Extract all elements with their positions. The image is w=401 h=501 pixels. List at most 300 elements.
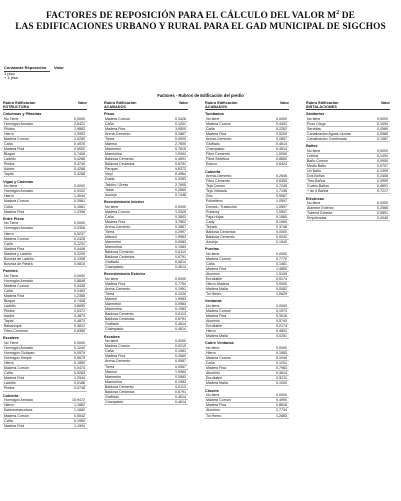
column-header: Rubro Edificación ACABADOS Valor — [104, 101, 188, 110]
row-value: 1,9983 — [175, 297, 186, 302]
section-title: Cubre Ventanas — [205, 341, 234, 346]
row-label: Caña — [4, 142, 13, 147]
row-value: 0,2174 — [276, 324, 287, 329]
row-value: 0,1540 — [276, 239, 287, 244]
row-label: Madera Común — [105, 344, 130, 349]
table-row — [3, 262, 87, 267]
row-label: Un Baño — [307, 169, 321, 174]
row-label: Baldosa Cemento — [105, 384, 134, 389]
row-value: 0,0000 — [74, 341, 85, 346]
row-value: 0,0281 — [276, 334, 287, 339]
row-label: Madera Común — [4, 199, 29, 204]
table-row — [3, 329, 87, 334]
row-value: 0,4614 — [175, 260, 186, 265]
row-value: 1,9983 — [175, 234, 186, 239]
table-row — [3, 172, 87, 177]
row-label: Madera Malla — [206, 334, 228, 339]
row-value: 0,4964 — [175, 172, 186, 177]
row-label: Hormigón Simple — [4, 356, 32, 361]
row-label: Duela — [105, 177, 115, 182]
row-label: Hierro — [4, 361, 14, 366]
row-value: 0,3016 — [276, 314, 287, 319]
row-label: Aluminio — [206, 271, 220, 276]
row-label: Rubercy — [206, 209, 220, 214]
table-row — [104, 193, 188, 198]
row-label: Hormigón Armado — [4, 121, 33, 126]
row-value: 0,1201 — [175, 121, 186, 126]
document-title: FACTORES DE REPOSICIÓN PARA EL CÁLCULO DEL VALOR $M^2$ DE LAS EDIFICACIONES URBANO Y RURAL PARA EL GAD MUNICIPAL DE SIGCHOS — [15, 10, 386, 33]
row-label: Enrollable — [206, 324, 222, 329]
row-value: 0,1965 — [276, 219, 287, 224]
row-label: Tejuelo — [206, 224, 218, 229]
row-value: 2,6421 — [74, 121, 85, 126]
row-label: Madera Fina — [105, 127, 126, 132]
row-value: 0,1240 — [74, 346, 85, 351]
row-label: Tubería Exterior — [307, 211, 333, 216]
row-label: Grafiado — [206, 142, 220, 147]
table-row — [205, 292, 289, 297]
row-value: 1,4850 — [276, 266, 287, 271]
row-label: Baldosa Cerámica — [105, 317, 135, 322]
row-label: Fibro Cemento — [206, 179, 230, 184]
row-label: Azulejo — [206, 239, 218, 244]
row-value: 10,9472 — [72, 398, 85, 403]
row-label: + de 4 Baños — [307, 189, 329, 194]
row-value: 0,7770 — [276, 256, 287, 261]
row-label: Hormigón Armado — [4, 346, 33, 351]
table-row — [104, 327, 188, 332]
row-value: 1,1994 — [74, 423, 85, 428]
row-value: 0,4990 — [276, 398, 287, 403]
row-value: 1,2356 — [74, 293, 85, 298]
row-value: 2,5200 — [276, 132, 287, 137]
table-row — [104, 265, 188, 270]
row-value: 0,6791 — [175, 389, 186, 394]
row-value: 0,7734 — [276, 408, 287, 413]
row-label: Tierra — [105, 292, 115, 297]
row-value: 0,4268 — [74, 167, 85, 172]
section-title: Cubierta — [3, 393, 19, 398]
row-label: No Tiene — [4, 273, 19, 278]
row-label: Bóveda de Ladrillo — [4, 256, 34, 261]
row-label: Cady — [206, 219, 215, 224]
row-label: Ladrillo — [4, 381, 16, 386]
row-label: Tapial — [4, 319, 14, 324]
row-label: Hierro — [4, 132, 14, 137]
row-label: Bahareque — [4, 324, 22, 329]
row-label: No tiene — [307, 201, 321, 206]
row-value: 0,0000 — [276, 116, 287, 121]
table-row — [306, 189, 390, 194]
section-title: Pisos — [104, 112, 115, 117]
row-label: Marmolina — [105, 379, 122, 384]
row-label: Arena-Cemento — [105, 287, 131, 292]
row-label: Grafiado — [105, 260, 119, 265]
row-value: 0,0000 — [175, 339, 186, 344]
row-value: 1,9983 — [175, 369, 186, 374]
row-label: Baldosa Cemento — [105, 249, 134, 254]
row-label: No Tiene — [4, 116, 19, 121]
section-title: Paredes — [3, 269, 18, 274]
row-label: Arena-Cemento — [105, 132, 131, 137]
row-label: Tol Hierro — [206, 292, 222, 297]
row-value: 1,2398 — [74, 209, 85, 214]
row-value: 0,5174 — [276, 276, 287, 281]
row-label: Madera Común — [4, 366, 29, 371]
row-value: 0,5372 — [175, 167, 186, 172]
row-value: 0,8650 — [276, 157, 287, 162]
column-estructura — [3, 101, 87, 429]
row-label: Servidas — [307, 127, 321, 132]
row-label: Hormigón Armado — [4, 278, 33, 283]
section-title: Baños — [306, 144, 318, 149]
row-label: Letrina — [307, 154, 318, 159]
row-value: 0,5067 — [276, 194, 287, 199]
row-value: 0,1565 — [276, 214, 287, 219]
section-title: Eléctricas — [306, 196, 324, 201]
row-value: 0,3867 — [175, 224, 186, 229]
section-title: Puertas — [205, 247, 219, 252]
row-value: 0,0589 — [377, 132, 388, 137]
section-title: Cubierta — [205, 169, 221, 174]
row-value: 0,6791 — [175, 254, 186, 259]
row-value: 0,7408 — [74, 152, 85, 157]
row-value: 0,0000 — [276, 303, 287, 308]
section-title: Ventanas — [205, 299, 222, 304]
row-label: No Tiene — [4, 341, 19, 346]
row-label: Marmetón — [105, 147, 122, 152]
row-value: 2,7605 — [175, 182, 186, 187]
row-label: Madera Fina — [206, 314, 227, 319]
row-value: 3,7602 — [175, 219, 186, 224]
section-title: Tumbados — [205, 112, 224, 117]
row-label: Hierro — [4, 403, 14, 408]
row-label: Vinyl — [105, 172, 113, 177]
section-title: Vigas y Cadenas — [3, 179, 34, 184]
row-value: 0,5237 — [74, 231, 85, 236]
row-label: Champiado — [105, 265, 124, 270]
row-value: 0,4045 — [377, 216, 388, 221]
row-value: 0,3999 — [377, 179, 388, 184]
column-acabados-1 — [104, 101, 188, 405]
row-label: Hierro-Madera — [206, 281, 230, 286]
row-value: 0,7615 — [175, 147, 186, 152]
row-label: Mármol — [105, 369, 117, 374]
table-row — [3, 386, 87, 391]
row-value: 0,4268 — [74, 172, 85, 177]
row-value: 0,0950 — [377, 159, 388, 164]
row-label: Caña — [105, 214, 114, 219]
row-label: No Tiene — [4, 221, 19, 226]
row-label: Baldosa Cemento — [105, 312, 134, 317]
column-header: Rubro Edificación ACABADOS Valor — [205, 101, 289, 110]
row-value: 0,1492 — [377, 154, 388, 159]
table-row — [205, 414, 289, 419]
row-value: 0,0000 — [74, 273, 85, 278]
row-label: Tierra — [105, 137, 115, 142]
table-row — [306, 137, 390, 142]
row-value: 1,3325 — [175, 209, 186, 214]
row-value: 0,0707 — [377, 164, 388, 169]
row-label: Madera Fina — [4, 209, 25, 214]
table-row — [3, 210, 87, 215]
row-label: Caña — [4, 288, 13, 293]
row-value: 0,4873 — [74, 319, 85, 324]
row-label: No tiene — [206, 346, 220, 351]
section-title: Entre Pisos — [3, 216, 24, 221]
row-label: Madera Común — [206, 356, 231, 361]
row-value: 0,7217 — [377, 189, 388, 194]
row-value: 0,1581 — [276, 261, 287, 266]
row-value: 0,3748 — [276, 224, 287, 229]
row-value: 1,1882 — [74, 403, 85, 408]
row-value: 0,5042 — [74, 413, 85, 418]
row-value: 0,4614 — [276, 147, 287, 152]
row-label: Adobe — [4, 167, 15, 172]
row-value: 0,0000 — [175, 137, 186, 142]
row-label: Alambre Exterior — [307, 206, 334, 211]
row-value: 0,0679 — [74, 356, 85, 361]
row-value: 0,6791 — [175, 317, 186, 322]
row-value: 0,1201 — [276, 361, 287, 366]
row-value: 0,1661 — [74, 204, 85, 209]
row-value: 0,1061 — [175, 349, 186, 354]
row-label: Madera Fina — [206, 366, 227, 371]
row-label: Mármol — [105, 297, 117, 302]
row-value: 0,0000 — [276, 346, 287, 351]
column-acabados-2 — [205, 101, 289, 419]
row-label: Dos Baños — [307, 174, 325, 179]
row-value: 0,4614 — [175, 394, 186, 399]
row-value: 1,2944 — [74, 376, 85, 381]
row-value: 0,7794 — [175, 281, 186, 286]
row-label: Mármol — [105, 142, 117, 147]
row-value: 1,7156 — [276, 189, 287, 194]
row-value: 0,0000 — [276, 393, 287, 398]
row-value: 0,7408 — [74, 298, 85, 303]
row-label: Madera Fina — [4, 376, 25, 381]
row-value: 0,0587 — [175, 359, 186, 364]
row-label: Hierro — [206, 351, 216, 356]
row-value: 0,0000 — [175, 276, 186, 281]
row-label: Madera Común — [4, 413, 29, 418]
row-value: 0,0748 — [74, 386, 85, 391]
section-title: Closets — [205, 388, 219, 393]
row-value: 0,1049 — [276, 356, 287, 361]
row-value: 0,5211 — [276, 376, 287, 381]
row-label: Aluminio — [206, 408, 220, 413]
row-value: 0,1960 — [74, 418, 85, 423]
row-label: Canalización Combinado — [307, 137, 347, 142]
row-value: 0,3803 — [175, 214, 186, 219]
row-label: Fibro Cemento — [206, 152, 230, 157]
row-label: Teja Común — [206, 184, 226, 189]
row-label: Pozo Ciego — [307, 121, 326, 126]
row-value: 0,0000 — [74, 116, 85, 121]
row-value: 0,4614 — [175, 327, 186, 332]
row-value: 0,1973 — [276, 309, 287, 313]
row-value: 0,2406 — [377, 174, 388, 179]
row-value: 1,0059 — [276, 152, 287, 157]
row-value: 0,1093 — [377, 121, 388, 126]
row-value: 0,0000 — [175, 204, 186, 209]
column-instalaciones — [306, 101, 390, 221]
row-value: 0,0000 — [74, 184, 85, 189]
table-row — [3, 424, 87, 429]
section-title: Revestimiento Exterior — [104, 272, 146, 277]
row-value: 0,4801 — [377, 184, 388, 189]
row-label: No tiene — [307, 148, 321, 153]
row-value: 0,2857 — [276, 137, 287, 142]
row-label: Baldosa Cerámica — [206, 229, 236, 234]
row-value: 0,2426 — [74, 236, 85, 241]
row-label: Paja-Hojas — [206, 214, 224, 219]
row-label: Caña — [4, 371, 13, 376]
row-value: 1,0597 — [276, 204, 287, 209]
row-label: Madera Fina — [206, 403, 227, 408]
row-label: Champiado — [105, 399, 124, 404]
row-label: Aluminio — [206, 319, 220, 324]
row-label: Hormigón Ciclópeo — [4, 351, 35, 356]
row-label: Caña — [105, 349, 114, 354]
row-label: Baldosa Cerámica — [105, 389, 135, 394]
row-value: 0,3383 — [175, 177, 186, 182]
row-value: 0,0042 — [276, 234, 287, 239]
row-label: Madera Fina — [4, 246, 25, 251]
row-value: 0,8816 — [276, 403, 287, 408]
row-label: No tiene — [105, 204, 119, 209]
row-label: Hormigón Armado — [4, 189, 33, 194]
row-label: Caña — [4, 241, 13, 246]
row-label: Tres Baños — [307, 179, 326, 184]
row-value: 0,1983 — [276, 351, 287, 356]
row-value: 0,4812 — [74, 324, 85, 329]
row-value: 0,1587 — [377, 137, 388, 142]
row-label: Hierro — [4, 231, 14, 236]
row-label: Madera Fina — [4, 293, 25, 298]
row-value: 0,0983 — [175, 374, 186, 379]
row-label: Cuatro Baños — [307, 184, 329, 189]
row-value: 0,0000 — [377, 148, 388, 153]
row-value: 1,0992 — [175, 152, 186, 157]
row-label: Caña — [206, 261, 215, 266]
row-value: 0,7245 — [276, 184, 287, 189]
row-value: 0,6791 — [175, 162, 186, 167]
row-value: 0,5372 — [74, 309, 85, 313]
row-value: 0,3426 — [175, 116, 186, 121]
row-value: 0,1000 — [276, 381, 287, 386]
row-value: 0,6113 — [175, 249, 186, 254]
row-label: Bloque — [4, 298, 16, 303]
row-value: 0,0000 — [276, 229, 287, 234]
row-value: 1,0597 — [276, 199, 287, 204]
row-label: Hormigón Armado — [4, 226, 33, 231]
row-label: Marmetón — [105, 302, 122, 307]
row-value: 0,1867 — [175, 132, 186, 137]
row-label: Baño Común — [307, 159, 328, 164]
row-value: 0,6350 — [276, 179, 287, 184]
row-label: Piedra — [4, 162, 15, 167]
row-label: Baldosa Cemento — [206, 234, 235, 239]
row-value: 0,4268 — [74, 157, 85, 162]
row-label: Marmolina — [105, 152, 122, 157]
row-label: Madera Común — [105, 209, 130, 214]
row-label: No tiene — [307, 116, 321, 121]
row-label: Caña — [4, 204, 13, 209]
row-label: Zinc — [206, 194, 213, 199]
row-label: Arena-Cemento — [105, 224, 131, 229]
row-value: 0,2262 — [276, 127, 287, 132]
row-value: 2,7600 — [175, 142, 186, 147]
row-label: Ladrillo — [4, 157, 16, 162]
row-value: 0,0000 — [377, 116, 388, 121]
row-label: Fibra Sintética — [206, 157, 229, 162]
row-label: Caña — [206, 361, 215, 366]
row-value: 0,9102 — [74, 189, 85, 194]
row-value: 0,0983 — [175, 239, 186, 244]
row-label: Polietileno — [206, 199, 223, 204]
row-value: 0,4891 — [276, 329, 287, 334]
section-title: Escalera — [104, 334, 120, 339]
column-header: Rubro Edificación INSTALACIONES Valor — [306, 101, 390, 110]
row-label: No tiene — [206, 116, 220, 121]
row-value: 0,8848 — [74, 278, 85, 283]
row-value: 0,0219 — [175, 344, 186, 349]
row-label: Tierra — [105, 364, 115, 369]
row-value: 0,4435 — [74, 283, 85, 288]
row-label: Hormigón Armado — [4, 398, 33, 403]
row-value: 0,1231 — [74, 241, 85, 246]
row-value: 0,4614 — [276, 142, 287, 147]
row-label: Baldosa Cerámica — [105, 254, 135, 259]
row-value: 0,7983 — [276, 366, 287, 371]
constante-reposicion-table: Constante Reposición Valor 1 piso + 1 piso — [4, 65, 64, 81]
row-label: Ladrillo — [4, 303, 16, 308]
row-label: Piedra — [4, 309, 15, 313]
row-label: Adobe — [4, 314, 15, 319]
row-value: 0,1398 — [74, 256, 85, 261]
row-value: 0,0979 — [74, 351, 85, 356]
row-value: 0,2846 — [276, 174, 287, 179]
row-label: Madera Fina — [206, 266, 227, 271]
row-label: Madera Común — [4, 137, 29, 142]
row-label: Madera Común — [206, 121, 231, 126]
row-value: 0,2463 — [74, 288, 85, 293]
row-label: Madera Fina — [105, 219, 126, 224]
row-label: Tierra — [105, 229, 115, 234]
row-label: Caña — [206, 127, 215, 132]
row-label: Hierro — [4, 194, 14, 199]
row-value: 1,0829 — [276, 292, 287, 297]
row-value: 0,1399 — [377, 169, 388, 174]
row-value: 0,0589 — [377, 127, 388, 132]
table-row — [205, 381, 289, 386]
row-value: 0,0082 — [276, 287, 287, 292]
row-label: Bloque — [4, 152, 16, 157]
row-value: 0,5810 — [74, 261, 85, 266]
row-label: Arena-Cemento — [105, 359, 131, 364]
row-label: Madera Común — [206, 256, 231, 261]
row-value: 1,2865 — [276, 413, 287, 418]
row-value: 0,0983 — [175, 302, 186, 307]
row-value: 0,4614 — [175, 322, 186, 327]
table-row — [205, 162, 289, 167]
table-row — [104, 400, 188, 405]
row-label: Champiado — [206, 147, 225, 152]
row-value: 0,2560 — [175, 187, 186, 192]
row-label: Marmetón — [105, 239, 122, 244]
row-value: 0,0000 — [377, 201, 388, 206]
